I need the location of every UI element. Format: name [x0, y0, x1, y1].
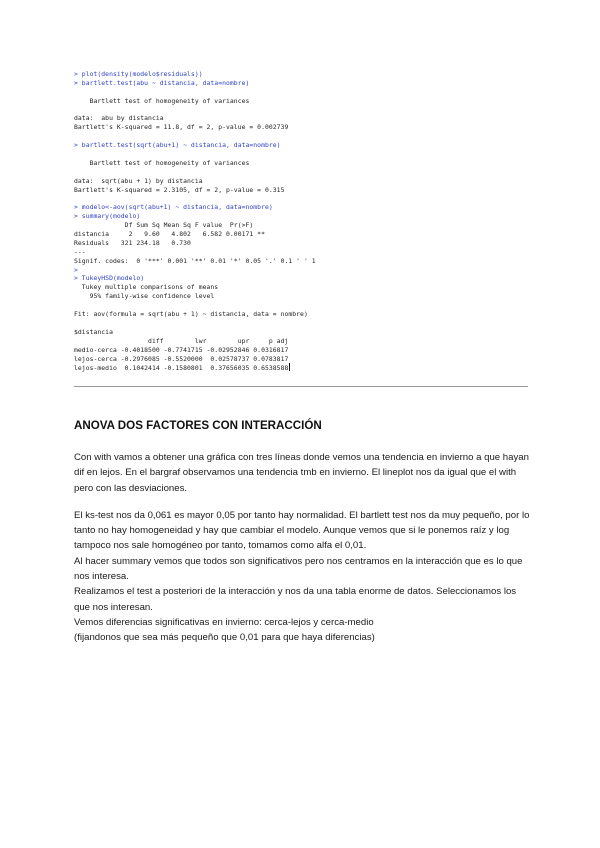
console-line: distancia 2 9.60 4.802 6.582 0.00171 ** [74, 230, 265, 239]
console-line [74, 132, 404, 141]
console-line: > plot(density(modelo$residuals)) [74, 70, 203, 78]
console-line [74, 194, 404, 203]
console-line: Signif. codes: 0 '***' 0.001 '**' 0.01 '*' 0.05 '.' 0.1 ' ' 1 [74, 256, 316, 265]
console-line: $distancia [74, 327, 113, 336]
console-line: > summary(modelo) [74, 212, 141, 221]
paragraph-with-plot: Con with vamos a obtener una gráfica con tres líneas donde vemos una tendencia en invierno a que hayan dif en lejos. En el bargraf observamos una tendencia tmb en invierno. El lineplot nos da igual que el with pero con las desviaciones. [74, 452, 529, 494]
console-line: > TukeyHSD(modelo) [74, 274, 145, 283]
console-line [74, 301, 404, 310]
console-line [74, 106, 404, 115]
text-cursor [289, 363, 290, 371]
r-console-output [74, 70, 404, 372]
section-body [74, 450, 534, 646]
console-line: Bartlett's K-squared = 11.8, df = 2, p-value = 0.002739 [74, 123, 289, 132]
console-line: --- [74, 247, 86, 256]
section-heading: ANOVA DOS FACTORES CON INTERACCIÓN [74, 419, 322, 432]
console-line: > modelo<-aov(sqrt(abu+1) ~ distancia, data=nombre) [74, 203, 273, 212]
console-line: > bartlett.test(sqrt(abu+1) ~ distancia, data=nombre) [74, 141, 281, 150]
console-line: Residuals 321 234.18 0.730 [74, 238, 191, 247]
console-line [74, 319, 404, 328]
console-line: diff lwr upr p adj [74, 336, 289, 345]
console-line: Bartlett test of homogeneity of variances [74, 158, 250, 167]
paragraph-posthoc: Realizamos el test a posteriori de la interacción y nos da una tabla enorme de datos. Seleccionamos los que nos interesan. [74, 586, 517, 613]
paragraph-summary: Al hacer summary vemos que todos son significativos pero nos centramos en la interacción que es lo que nos interesa. [74, 555, 523, 583]
section-divider [74, 386, 528, 387]
console-line: data: abu by distancia [74, 114, 164, 123]
console-line: lejos-medio 0.1042414 -0.1580801 0.37656035 0.6538588 [74, 364, 289, 373]
paragraph-tests: El ks-test nos da 0,061 es mayor 0,05 por tanto hay normalidad. El bartlett test nos da muy pequeño, por lo tanto no hay homogeneidad y hay que cambiar el modelo. Aunque vemos que si le ponemos raíz y log tampoco nos sale homogéneo por tanto, tomamos como alfa el 0,01. [74, 509, 530, 552]
console-line: > [74, 265, 78, 274]
paragraph-gap [74, 496, 534, 508]
console-line: 95% family-wise confidence level [74, 292, 215, 301]
console-line [74, 168, 404, 177]
console-line: Df Sum Sq Mean Sq F value Pr(>F) [74, 221, 254, 230]
console-line: medio-cerca -0.4018500 -0.7741715 -0.02952846 0.0316817 [74, 345, 289, 354]
paragraph-note: (fijandonos que sea más pequeño que 0,01 para que haya diferencias) [74, 632, 375, 644]
console-line: Bartlett test of homogeneity of variances [74, 96, 250, 105]
console-line: Tukey multiple comparisons of means [74, 283, 219, 292]
console-line: Bartlett's K-squared = 2.3105, df = 2, p-value = 0.315 [74, 185, 285, 194]
console-line: data: sqrt(abu + 1) by distancia [74, 176, 203, 185]
console-line [74, 88, 404, 97]
console-line: Fit: aov(formula = sqrt(abu + 1) ~ distancia, data = nombre) [74, 310, 308, 319]
console-line [74, 150, 404, 159]
paragraph-differences: Vemos diferencias significativas en invierno: cerca-lejos y cerca-medio [74, 616, 374, 628]
console-line: > bartlett.test(abu ~ distancia, data=nombre) [74, 78, 250, 87]
console-line: lejos-cerca -0.2976085 -0.5520000 0.02578737 0.0783817 [74, 354, 289, 363]
